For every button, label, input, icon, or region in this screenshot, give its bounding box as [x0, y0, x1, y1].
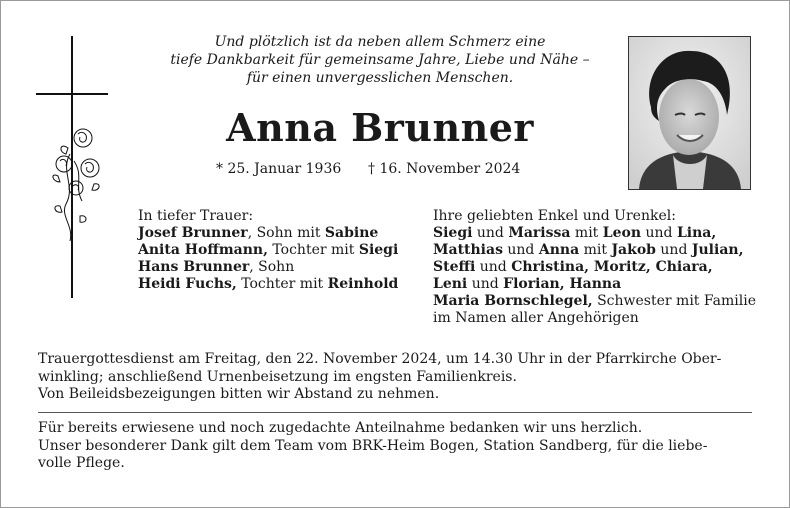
mourner-name: Florian, Hanna — [503, 276, 622, 292]
mourners-children — [138, 208, 423, 293]
mourner-relation: und — [502, 242, 539, 258]
mourner-name: Steffi — [433, 259, 476, 275]
mourners-list — [138, 225, 423, 293]
mourner-name: Julian, — [691, 242, 744, 258]
portrait-image — [629, 37, 750, 189]
mourner-name: Heidi Fuchs, — [138, 276, 237, 292]
birth-date: * 25. Januar 1936 — [216, 161, 342, 177]
mourner-name: Reinhold — [327, 276, 399, 292]
mourner-line — [433, 259, 763, 276]
mourner-name: Anna — [538, 242, 580, 258]
mourner-line — [433, 310, 763, 327]
motto — [120, 33, 640, 87]
mourner-name: Anita Hoffmann, — [138, 242, 268, 258]
portrait-photo — [628, 36, 751, 190]
mourner-name: Sabine — [324, 225, 379, 241]
mourners-heading: Ihre geliebten Enkel und Urenkel: — [433, 208, 676, 224]
mourner-line — [138, 242, 423, 259]
mourner-relation: und — [655, 242, 692, 258]
motto-line: tiefe Dankbarkeit für gemeinsame Jahre, Liebe und Nähe – — [170, 52, 590, 68]
mourner-line — [433, 276, 763, 293]
mourner-name: Josef Brunner — [138, 225, 248, 241]
mourners-heading: In tiefer Trauer: — [138, 208, 254, 224]
mourner-relation: Tochter mit — [236, 276, 328, 292]
mourner-relation: und — [641, 225, 677, 241]
mourner-name: Matthias — [433, 242, 503, 258]
mourner-line — [138, 276, 423, 293]
mourner-name: Maria Bornschlegel, — [433, 293, 593, 309]
mourner-line — [433, 293, 763, 310]
mourner-relation: Schwester mit Familie — [592, 293, 756, 309]
mourner-relation: , Sohn mit — [247, 225, 325, 241]
cross-with-roses-icon — [30, 36, 116, 298]
mourner-name: Marissa — [508, 225, 571, 241]
service-line: Trauergottesdienst am Freitag, den 22. November 2024, um 14.30 Uhr in der Pfarrkirche Ober- — [38, 351, 722, 367]
service-notice — [38, 351, 754, 404]
mourner-relation: mit — [579, 242, 612, 258]
mourner-name: Siegi — [358, 242, 399, 258]
mourner-line — [433, 225, 763, 242]
mourner-relation: und — [475, 259, 512, 275]
mourners-grandchildren — [433, 208, 763, 327]
mourner-relation: und — [472, 225, 509, 241]
motto-line: für einen unvergesslichen Menschen. — [246, 70, 514, 86]
mourner-relation: Tochter mit — [267, 242, 359, 258]
mourner-name: Leni — [433, 276, 468, 292]
mourner-name: Hans Brunner — [138, 259, 250, 275]
mourner-name: Siegi — [433, 225, 473, 241]
mourner-relation: mit — [570, 225, 603, 241]
service-line: Von Beileidsbezeigungen bitten wir Abstand zu nehmen. — [38, 386, 440, 402]
mourner-line — [138, 225, 423, 242]
mourner-name: Leon — [602, 225, 642, 241]
thanks-line: volle Pflege. — [38, 455, 125, 471]
mourner-name: Christina, Moritz, Chiara, — [511, 259, 713, 275]
thanks-notice — [38, 420, 754, 473]
mourner-line — [138, 259, 423, 276]
thanks-line: Unser besonderer Dank gilt dem Team vom BRK-Heim Bogen, Station Sandberg, für die liebe- — [38, 437, 708, 454]
service-line: winkling; anschließend Urnenbeisetzung im engsten Familienkreis. — [38, 368, 517, 385]
mourner-relation: , Sohn — [249, 259, 295, 275]
motto-line: Und plötzlich ist da neben allem Schmerz eine — [214, 34, 546, 50]
mourner-name: Jakob — [611, 242, 656, 258]
mourner-line — [433, 242, 763, 259]
death-date: † 16. November 2024 — [368, 161, 521, 177]
thanks-line: Für bereits erwiesene und noch zugedachte Anteilnahme bedanken wir uns herzlich. — [38, 420, 643, 436]
mourner-relation: im Namen aller Angehörigen — [433, 310, 639, 326]
mourners-list — [433, 225, 763, 327]
mourner-relation: und — [467, 276, 504, 292]
divider — [38, 412, 752, 413]
mourner-name: Lina, — [676, 225, 717, 241]
deceased-name: Anna Brunner — [226, 105, 534, 150]
